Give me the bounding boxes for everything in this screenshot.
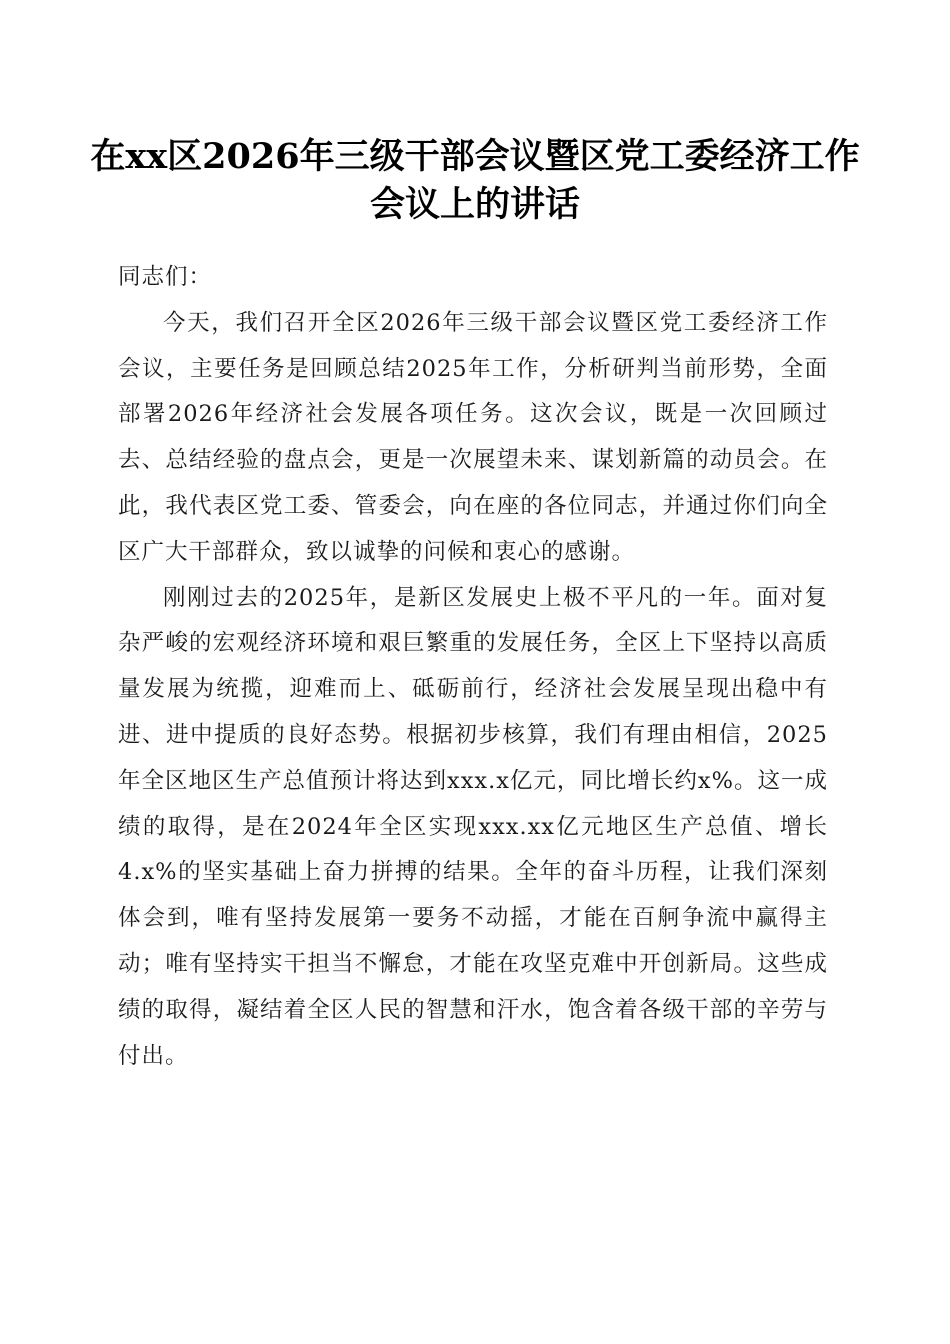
paragraph-review-2025: 刚刚过去的2025年，是新区发展史上极不平凡的一年。面对复杂严峻的宏观经济环境和艰巨繁重的发展任务，全区上下坚持以高质量发展为统揽，迎难而上、砥砺前行，经济社会发展呈现出稳中有进、进中提质的良好态势。根据初步核算，我们有理由相信，2025年全区地区生产总值预计将达到xxx.x亿元，同比增长约x%。这一成绩的取得，是在2024年全区实现xxx.xx亿元地区生产总值、增长4.x%的坚实基础上奋力拼搏的结果。全年的奋斗历程，让我们深刻体会到，唯有坚持发展第一要务不动摇，才能在百舸争流中赢得主动；唯有坚持实干担当不懈怠，才能在攻坚克难中开创新局。这些成绩的取得，凝结着全区人民的智慧和汗水，饱含着各级干部的辛劳与付出。 [118, 584, 828, 1069]
document-title: 在xx区2026年三级干部会议暨区党工委经济工作会议上的讲话 [90, 136, 860, 225]
paragraph-opening: 今天，我们召开全区2026年三级干部会议暨区党工委经济工作会议，主要任务是回顾总结2025年工作，分析研判当前形势，全面部署2026年经济社会发展各项任务。这次会议，既是一次回顾过去、总结经验的盘点会，更是一次展望未来、谋划新篇的动员会。在此，我代表区党工委、管委会，向在座的各位同志，并通过你们向全区广大干部群众，致以诚挚的问候和衷心的感谢。 [118, 309, 828, 565]
salutation: 同志们： [118, 264, 213, 290]
document-body [118, 255, 828, 1079]
